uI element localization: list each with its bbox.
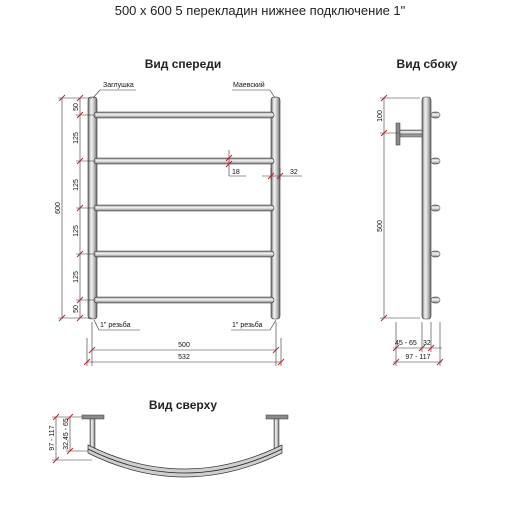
dim-top-offset: 50 (73, 103, 80, 111)
dim-overall-width: 532 (178, 354, 190, 361)
dim-side-depth-total: 97 - 117 (405, 354, 431, 361)
crossbar-4 (94, 251, 274, 257)
dim-total-height: 600 (55, 202, 62, 214)
dim-spacing-2: 125 (73, 179, 80, 191)
dim-side-pipe: 32 (423, 340, 431, 347)
crossbar-2 (94, 158, 274, 164)
plug-label: Заглушка (103, 82, 134, 89)
side-upright (422, 97, 431, 319)
dim-top-depth-total: 97 - 117 (49, 425, 56, 451)
dim-top-depth-small: 32,45 - 65 (63, 418, 70, 450)
dim-bottom-offset: 50 (73, 305, 80, 313)
left-dim-ticks (59, 95, 83, 321)
dim-mount-offset: 100 (377, 110, 384, 122)
top-view-heading: Вид сверху (148, 398, 218, 412)
wall-mount (396, 123, 422, 145)
side-rail-stubs (431, 112, 440, 303)
dim-side-depth-small: 45 - 65 (395, 340, 417, 347)
dim-mount-height: 500 (377, 220, 384, 232)
top-view (49, 398, 288, 477)
crossbar-5 (94, 297, 274, 303)
crossbar-1 (94, 112, 274, 118)
front-view (55, 57, 302, 366)
dim-pipe-diameter: 32 (290, 169, 298, 176)
thread-left-label: 1" резьба (100, 322, 131, 329)
thread-right-label: 1" резьба (232, 322, 263, 329)
drawing-title: 500 х 600 5 перекладин нижнее подключение 1" (114, 3, 406, 18)
dim-center-distance: 500 (178, 342, 190, 349)
dim-spacing-3: 125 (73, 225, 80, 237)
dim-spacing-4: 125 (73, 271, 80, 283)
front-view-heading: Вид спереди (144, 57, 222, 71)
top-wall-brackets (82, 415, 288, 449)
dim-spacing-1: 125 (73, 132, 80, 144)
crossbar-3 (94, 205, 274, 211)
dim-rail-height: 18 (232, 169, 240, 176)
valve-label: Маевский (233, 82, 265, 89)
side-view-heading: Вид сбоку (396, 57, 458, 71)
side-view (377, 57, 458, 366)
